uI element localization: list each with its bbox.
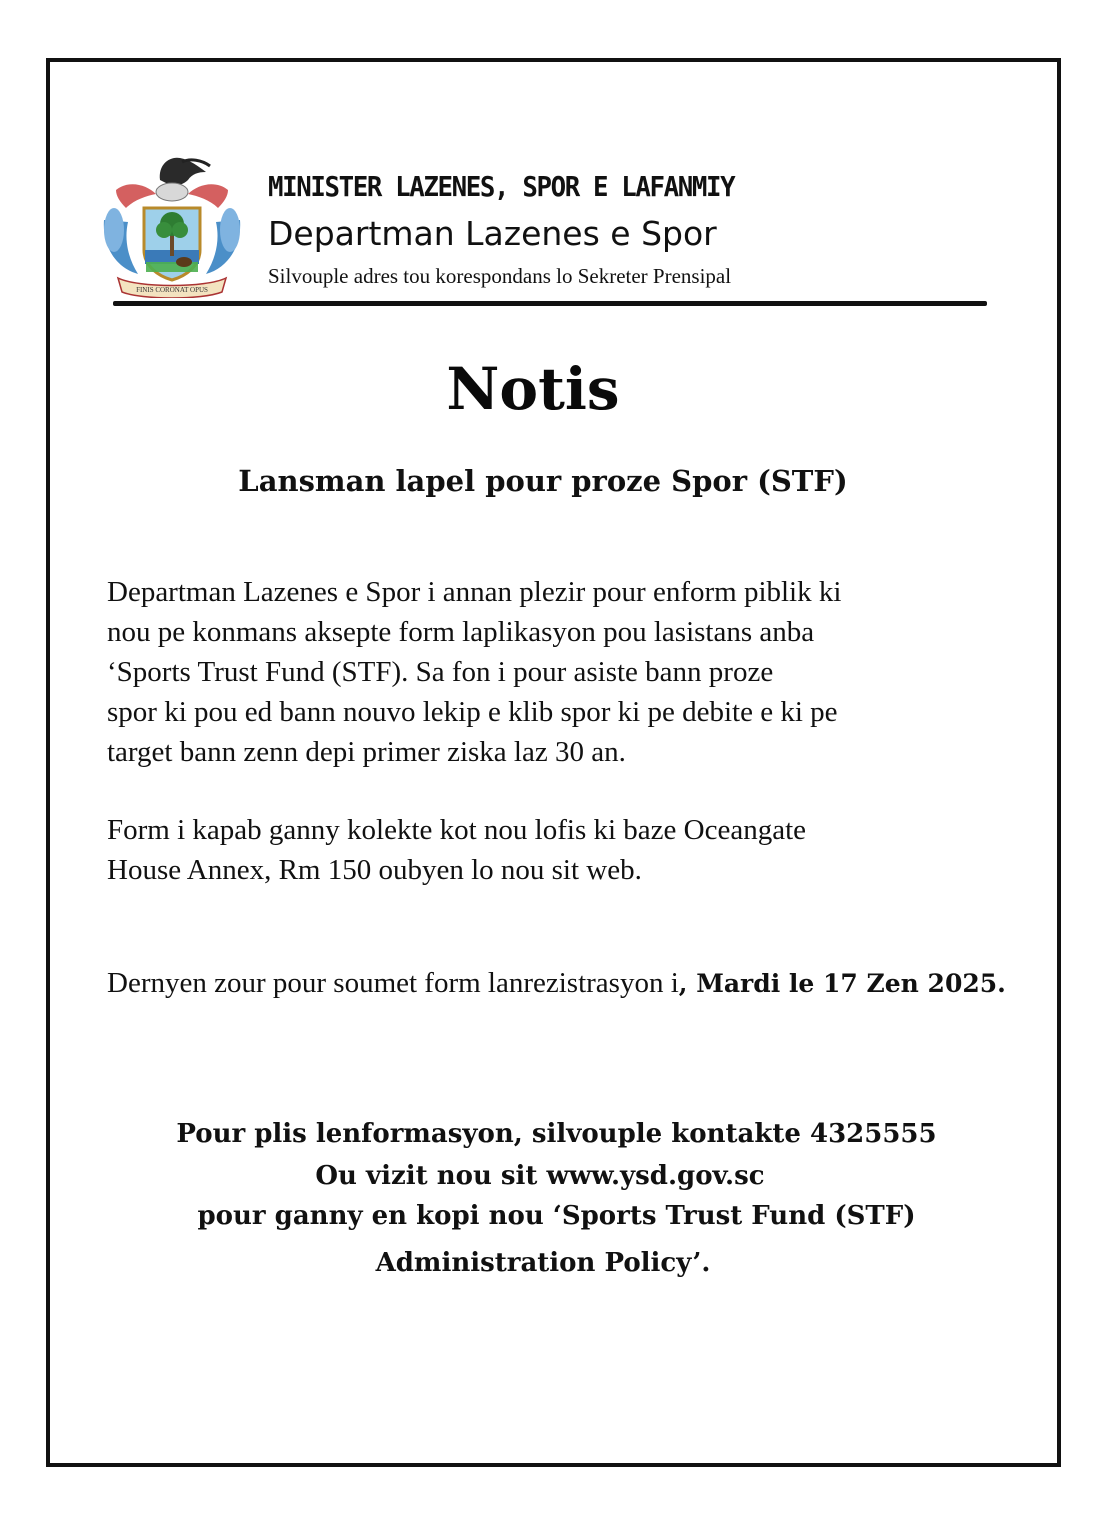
paragraph-line: target bann zenn depi primer ziska laz 30 an. — [107, 736, 626, 768]
notice-title: Notis — [446, 355, 620, 423]
correspondence-note: Silvouple adres tou korespondans lo Sekreter Prensipal — [268, 264, 732, 288]
contact-policy-line-2: Administration Policy’. — [375, 1248, 711, 1278]
paragraph-line: Departman Lazenes e Spor i annan plezir pour enform piblik ki — [107, 576, 842, 608]
header-divider — [113, 301, 987, 306]
intro-paragraph — [107, 572, 841, 772]
paragraph-line: House Annex, Rm 150 oubyen lo nou sit web. — [107, 854, 642, 886]
notice-subtitle: Lansman lapel pour proze Spor (STF) — [238, 464, 848, 498]
paragraph-line: nou pe konmans aksepte form laplikasyon pou lasistans anba — [107, 616, 815, 648]
department-name: Departman Lazenes e Spor — [268, 214, 717, 253]
ministry-name: MINISTER LAZENES, SPOR E LAFANMIY — [268, 170, 735, 203]
paragraph-line: Form i kapab ganny kolekte kot nou lofis ki baze Oceangate — [107, 814, 807, 846]
deadline-date: , Mardi le 17 Zen 2025. — [678, 969, 1006, 998]
coat-of-arms-icon — [98, 150, 246, 298]
deadline-paragraph — [107, 963, 1037, 1004]
crest-motto: FINIS CORONAT OPUS — [136, 286, 208, 294]
paragraph-line: ‘Sports Trust Fund (STF). Sa fon i pour asiste bann proze — [107, 656, 774, 688]
paragraph-line: spor ki pou ed bann nouvo lekip e klib spor ki pe debite e ki pe — [107, 696, 838, 728]
collection-paragraph — [107, 810, 806, 890]
contact-website-line: Ou vizit nou sit www.ysd.gov.sc — [315, 1161, 765, 1191]
deadline-text: Dernyen zour pour soumet form lanrezistrasyon i — [107, 967, 679, 999]
contact-policy-line: pour ganny en kopi nou ‘Sports Trust Fund (STF) — [197, 1201, 916, 1231]
contact-phone-line: Pour plis lenformasyon, silvouple kontakte 4325555 — [176, 1119, 937, 1149]
